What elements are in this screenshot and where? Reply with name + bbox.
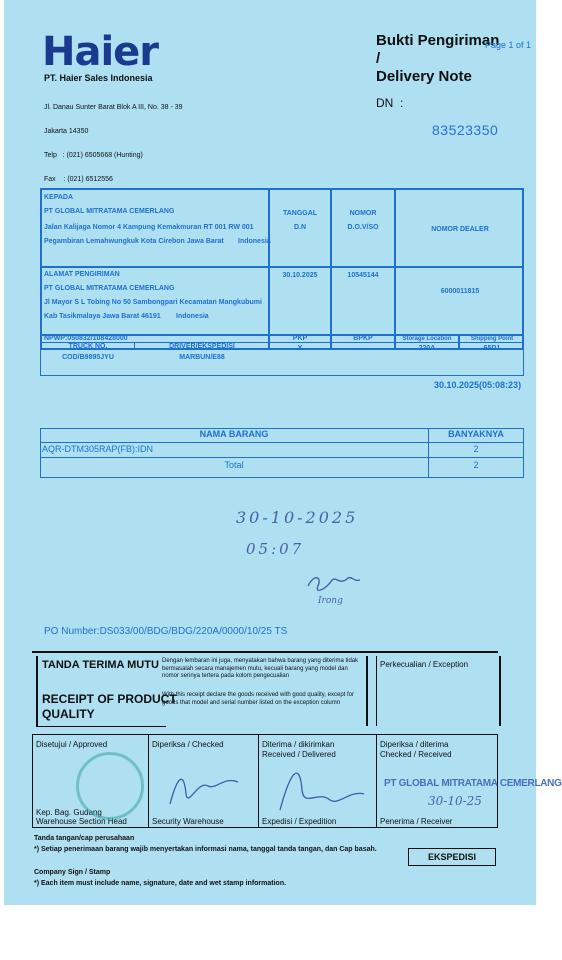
item-name: AQR-DTM305RAP(FB):IDN [42, 444, 154, 454]
delivered-label-2: Received / Delivered [262, 750, 336, 759]
tanggal-value: 30.10.2025 [282, 272, 318, 279]
approved-role-2: Warehouse Section Head [36, 817, 127, 826]
exception-label: Perkecualian / Exception [380, 660, 469, 669]
warehouse-stamp [76, 752, 144, 820]
receipt-text-en: With this receipt declare the goods received with good quality, except for goods that model and serial number listed on the exception column [162, 692, 354, 706]
item-qty: 2 [473, 444, 479, 454]
npwp: NPWP:050832/108428000 [44, 335, 128, 342]
footer-line-1: Tanda tangan/cap perusahaan [34, 835, 135, 842]
handwritten-date: 30-10-2025 [236, 508, 359, 527]
approved-label: Disetujui / Approved [36, 740, 108, 749]
ship-to-address: Jalan Kalijaga Nomor 4 Kampung Kemakmuran RT 001 RW 001 [44, 224, 254, 231]
company-name: PT. Haier Sales Indonesia [44, 73, 153, 83]
alamat-address: Jl Mayor S L Tobing No 50 Sambongpari Kecamatan Mangkubumi [44, 299, 262, 306]
kepada-label: KEPADA [44, 194, 74, 201]
ship-to-name: PT GLOBAL MITRATAMA CEMERLANG [44, 208, 175, 215]
storage-value: 220A [418, 345, 436, 352]
pkp-value: X [297, 345, 303, 352]
driver-label: DRIVER/EKSPEDISI [169, 343, 235, 350]
received-role: Penerima / Receiver [380, 817, 453, 826]
delivered-label-1: Diterima / dikirimkan [262, 740, 335, 749]
items-rule [40, 442, 524, 443]
address-line: Telp : (021) 6505668 (Hunting) [44, 152, 143, 159]
sig-divider [148, 734, 149, 828]
tanggal-label: TANGGAL [282, 210, 318, 217]
nomor-value: 10545144 [347, 272, 379, 279]
receiver-stamp: PT GLOBAL MITRATAMA CEMERLANG [384, 778, 562, 789]
sig-divider [258, 734, 259, 828]
ship-to-address: Pegambiran Lemahwungkuk Kota Cirebon Jawa Barat [44, 238, 224, 245]
footer-line-3: Company Sign / Stamp [34, 869, 111, 876]
shipping-value: 65D1 [483, 345, 501, 352]
dealer-value: 6000011815 [440, 288, 480, 295]
col-banyaknya: BANYAKNYA [448, 429, 504, 439]
receipt-top-rule [32, 651, 498, 653]
copy-label: EKSPEDISI [408, 848, 496, 866]
receipt-title-en-2: QUALITY [42, 707, 95, 721]
alamat-country: Indonesia [176, 313, 209, 320]
checker-signature [164, 764, 244, 814]
receipt-text-id: Dengan lembaran ini juga, menyatakan bahwa barang yang diterima tidak bermasalah secara manajemen mutu, kecuali barang yang model dan nomor serinya tertera pada kolom pengecualian [162, 658, 359, 679]
po-number: PO Number:DS033/00/BDG/BDG/220A/0000/10/25 TS [44, 626, 288, 637]
delivery-note-paper [4, 0, 562, 905]
delivered-role: Expedisi / Expedition [262, 817, 337, 826]
printed-datetime: 30.10.2025(05:08:23) [434, 380, 522, 390]
dn-colon: : [400, 96, 404, 110]
items-rule [40, 457, 524, 458]
truck-row-frame [40, 342, 524, 376]
nomor-sub: D.O.V/SO [347, 224, 379, 231]
sig-divider [376, 734, 377, 828]
nomor-dealer-label: NOMOR DEALER [431, 226, 489, 233]
tanggal-sub: D.N [293, 224, 307, 231]
dn-label: DN [376, 96, 394, 110]
receipt-title-id: TANDA TERIMA MUTU [42, 659, 159, 671]
checked-label: Diperiksa / Checked [152, 740, 224, 749]
col-nama-barang: NAMA BARANG [199, 429, 269, 439]
truck-label: TRUCK NO. [68, 343, 108, 350]
total-label: Total [224, 460, 244, 470]
table-rule [40, 266, 524, 268]
shipping-point-label: Shipping Point [470, 336, 514, 342]
receiver-handwritten-date: 30-10-25 [428, 794, 482, 808]
approved-role-1: Kep. Bag. Gudang [36, 808, 102, 817]
alamat-label: ALAMAT PENGIRIMAN [44, 271, 120, 278]
title-line-1: Bukti Pengiriman / [376, 32, 500, 67]
handwritten-name: Irong [318, 596, 343, 606]
address-line: Jl. Danau Sunter Barat Blok A III, No. 38 - 39 [44, 104, 183, 111]
expedition-signature [272, 760, 368, 816]
dn-number: 83523350 [432, 122, 499, 138]
footer-line-4: *) Each item must include name, signature, date and wet stamp information. [34, 880, 287, 887]
nomor-label: NOMOR [349, 210, 377, 217]
title-line-2: Delivery Note [376, 68, 472, 85]
table-divider [394, 188, 396, 350]
ship-to-country: Indonesia [238, 238, 271, 245]
page-indicator: Page 1 of 1 [485, 40, 532, 50]
pkp-label: PKP [292, 335, 308, 342]
driver-value: MARBUN/E88 [179, 354, 225, 361]
truck-value: COD/B9895JYU [62, 354, 114, 361]
checked-role: Security Warehouse [152, 817, 224, 826]
footer-line-2: *) Setiap penerimaan barang wajib menyertakan informasi nama, tanggal tanda tangan, dan Cap basah. [34, 846, 377, 853]
total-qty: 2 [473, 460, 479, 470]
alamat-name: PT GLOBAL MITRATAMA CEMERLANG [44, 285, 175, 292]
haier-logo: Haier [42, 29, 159, 75]
received-label-1: Diperiksa / diterima [380, 740, 449, 749]
receipt-bracket [362, 656, 368, 726]
alamat-address: Kab Tasikmalaya Jawa Barat 46191 [44, 313, 161, 320]
received-label-2: Checked / Received [380, 750, 452, 759]
storage-location-label: Storage Location [402, 336, 452, 342]
address-line: Fax : (021) 6512556 [44, 176, 113, 183]
address-line: Jakarta 14350 [44, 128, 89, 135]
signature-scribble [304, 572, 364, 598]
bpkp-label: BPKP [353, 335, 373, 342]
handwritten-time: 05:07 [246, 540, 305, 558]
company-address [44, 88, 183, 200]
receipt-title-en-1: RECEIPT OF PRODUCT [42, 692, 177, 706]
